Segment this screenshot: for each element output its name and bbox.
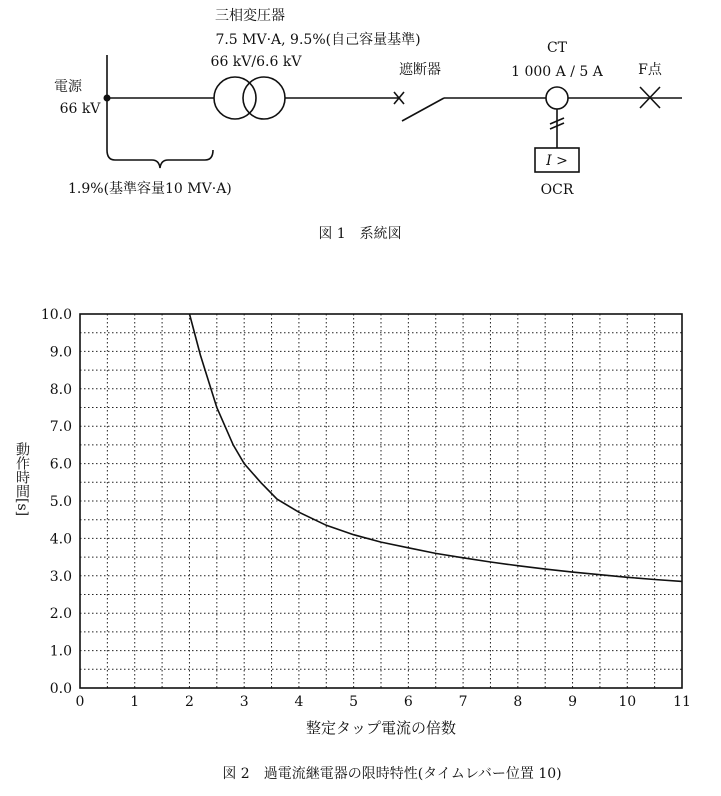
y-tick-label: 0.0 xyxy=(49,681,72,697)
source-voltage: 66 kV xyxy=(59,101,101,117)
breaker-label: 遮断器 xyxy=(399,62,441,78)
relay-characteristic-chart xyxy=(41,307,691,782)
relay-symbol: I > xyxy=(546,153,568,169)
x-tick-label: 8 xyxy=(513,694,523,710)
x-tick-label: 0 xyxy=(75,694,85,710)
x-axis-label: 整定タップ電流の倍数 xyxy=(305,719,457,737)
x-tick-label: 2 xyxy=(184,694,194,710)
chart-grid xyxy=(80,314,682,688)
source-label: 電源 xyxy=(54,79,82,95)
axis-ticks xyxy=(41,307,691,710)
y-tick-label: 9.0 xyxy=(49,344,72,361)
y-tick-label: 3.0 xyxy=(49,568,72,585)
transformer-title: 三相変圧器 xyxy=(215,8,285,24)
y-tick-label: 2.0 xyxy=(49,606,72,623)
breaker-blade xyxy=(402,98,444,121)
system-diagram xyxy=(54,7,682,242)
x-tick-label: 9 xyxy=(568,694,578,710)
x-tick-label: 5 xyxy=(349,694,359,710)
x-tick-label: 1 xyxy=(130,694,140,710)
x-tick-label: 10 xyxy=(618,694,637,710)
y-tick-label: 8.0 xyxy=(49,381,72,398)
ct-ratio: 1 000 A / 5 A xyxy=(511,64,603,80)
source-impedance-label: 1.9%(基準容量10 MV·A) xyxy=(68,181,232,197)
x-tick-label: 7 xyxy=(458,694,468,710)
ct-label: CT xyxy=(546,40,568,56)
fig2-caption: 図 2 過電流継電器の限時特性(タイムレバー位置 10) xyxy=(222,766,562,782)
transformer-symbol xyxy=(214,77,285,119)
transformer-rating: 7.5 MV·A, 9.5%(自己容量基準) xyxy=(215,32,421,48)
x-tick-label: 3 xyxy=(239,694,249,710)
x-tick-label: 6 xyxy=(403,694,413,710)
y-tick-label: 10.0 xyxy=(40,307,72,323)
fig1-caption: 図 1 系統図 xyxy=(318,226,402,242)
source-impedance-brace xyxy=(107,150,213,168)
transformer-voltage: 66 kV/6.6 kV xyxy=(210,54,302,70)
y-tick-label: 1.0 xyxy=(49,643,72,660)
fault-point-label: F点 xyxy=(638,62,662,78)
x-tick-label: 11 xyxy=(673,694,691,710)
y-tick-label: 6.0 xyxy=(49,456,72,473)
x-tick-label: 4 xyxy=(294,694,304,710)
y-tick-label: 7.0 xyxy=(49,419,72,436)
ct-symbol xyxy=(546,87,568,109)
y-axis-label: 動作時間[s] xyxy=(14,442,30,517)
relay-label: OCR xyxy=(540,182,574,198)
y-tick-label: 4.0 xyxy=(49,531,72,548)
y-tick-label: 5.0 xyxy=(49,494,72,510)
